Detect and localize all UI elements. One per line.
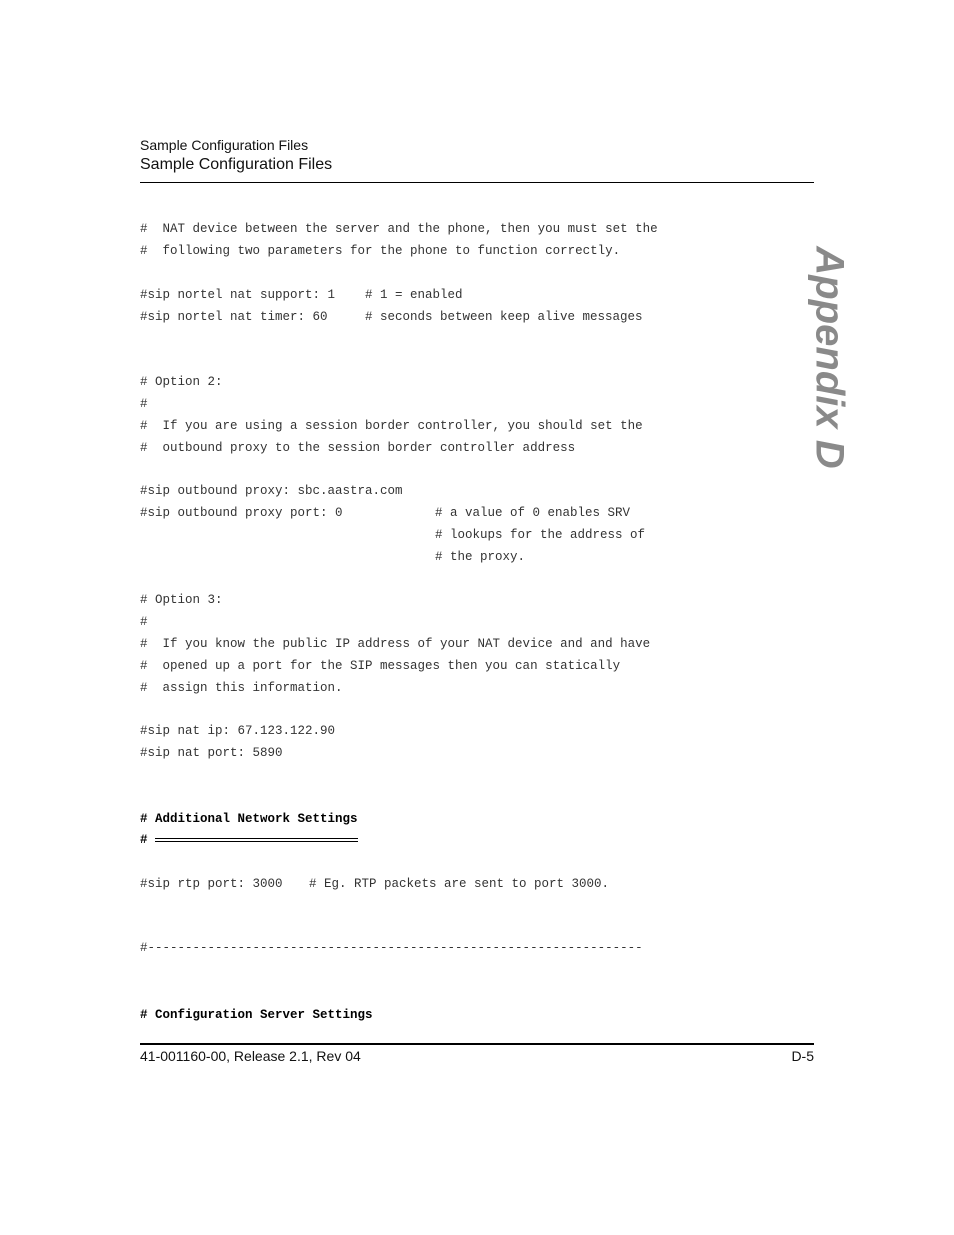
section-title: Sample Configuration Files [140,156,333,173]
code-comment: # seconds between keep alive messages [365,310,643,324]
code-line: # [140,615,148,629]
code-line: #sip rtp port: 3000 [140,877,283,891]
code-line: # assign this information. [140,681,343,695]
appendix-side-tab [792,245,866,469]
code-comment: # a value of 0 enables SRV [435,506,631,520]
code-comment: # lookups for the address of [435,528,646,542]
code-line: # outbound proxy to the session border controller address [140,441,576,455]
code-line: #sip nat port: 5890 [140,746,283,760]
heading-underline [155,838,358,842]
footer-doc-number: 41-001160-00, Release 2.1, Rev 04 [140,1048,361,1064]
code-line: # [140,833,148,847]
code-comment: # Eg. RTP packets are sent to port 3000. [309,877,610,891]
footer-page-number: D-5 [791,1048,814,1064]
code-line: #sip nortel nat support: 1 [140,288,336,302]
code-line: # Option 3: [140,593,223,607]
additional-settings-heading: # Additional Network Settings [140,812,358,826]
code-line: # following two parameters for the phone to function correctly. [140,244,621,258]
code-comment: # the proxy. [435,550,526,564]
code-line: # If you are using a session border controller, you should set the [140,419,643,433]
code-line: #sip nat ip: 67.123.122.90 [140,724,336,738]
code-comment: # 1 = enabled [365,288,463,302]
separator-line: #------------------------------------------------------------------ [140,941,643,955]
footer-rule [140,1043,814,1045]
code-line: #sip nortel nat timer: 60 [140,310,328,324]
code-line: #sip outbound proxy port: 0 [140,506,343,520]
running-title: Sample Configuration Files [140,137,309,153]
code-line: # opened up a port for the SIP messages then you can statically [140,659,621,673]
code-line: # If you know the public IP address of your NAT device and and have [140,637,651,651]
code-line: # Option 2: [140,375,223,389]
appendix-label: Appendix D [807,245,852,469]
code-line: # [140,397,148,411]
code-line: #sip outbound proxy: sbc.aastra.com [140,484,403,498]
config-server-heading: # Configuration Server Settings [140,1008,373,1022]
header-rule [140,182,814,183]
code-line: # NAT device between the server and the phone, then you must set the [140,222,658,236]
